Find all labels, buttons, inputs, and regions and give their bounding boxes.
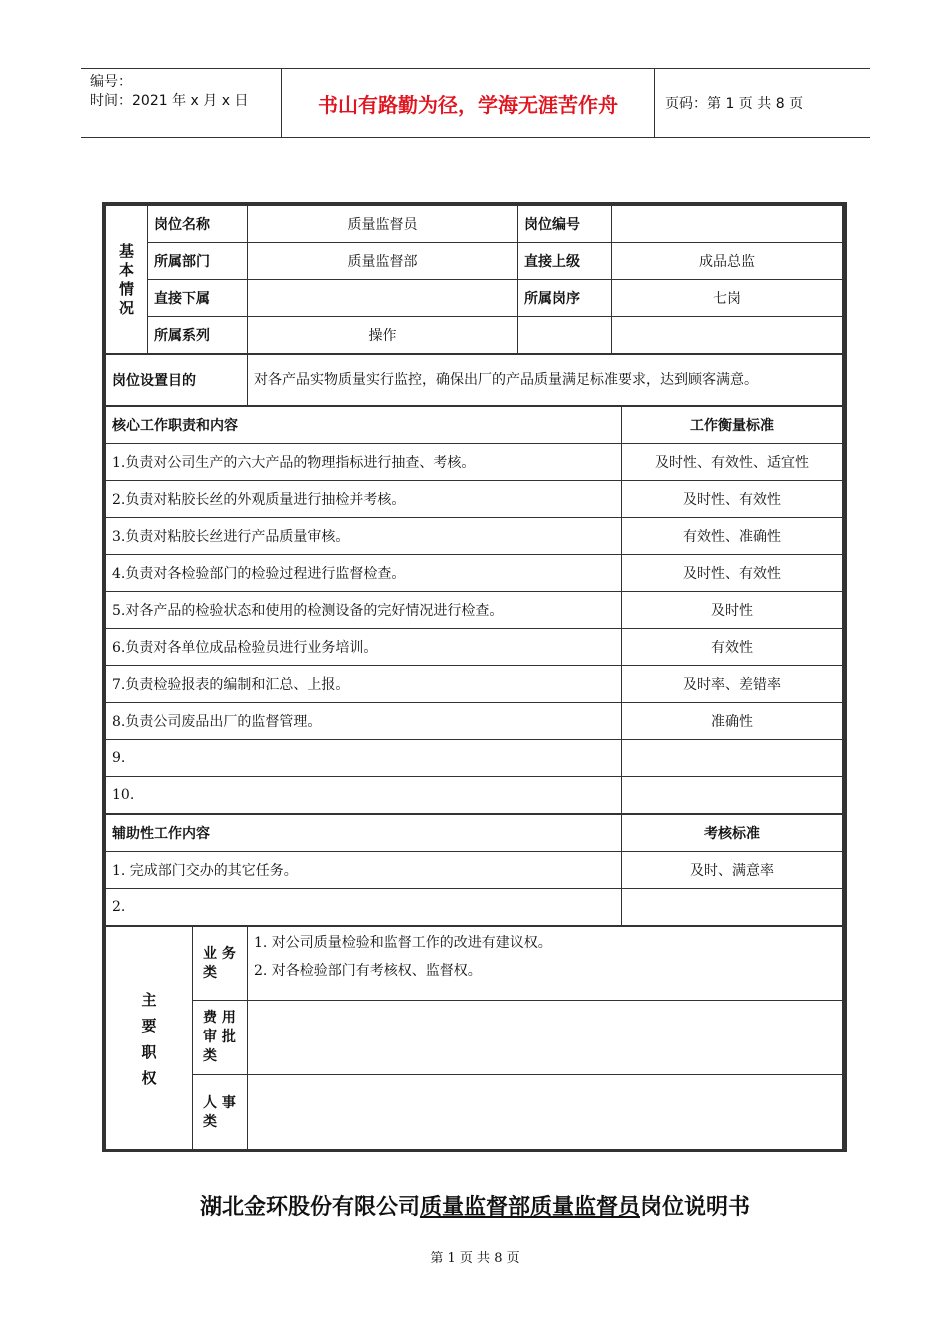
department-label: 所属部门 <box>148 243 248 280</box>
purpose-table <box>105 354 843 406</box>
core-duties-header: 核心工作职责和内容 <box>106 407 622 444</box>
superior-value: 成品总监 <box>612 243 843 280</box>
table-row: 5.对各产品的检验状态和使用的检测设备的完好情况进行检查。 及时性 <box>106 592 843 629</box>
page-footer: 第 1 页 共 8 页 <box>430 1251 520 1266</box>
table-row: 3.负责对粘胶长丝进行产品质量审核。 有效性、准确性 <box>106 518 843 555</box>
table-row: 8.负责公司废品出厂的监督管理。 准确性 <box>106 703 843 740</box>
core-standard-header: 工作衡量标准 <box>622 407 843 444</box>
table-row: 2. <box>106 889 843 926</box>
doc-code-label: 编号： <box>90 74 132 90</box>
authority-items <box>248 1001 843 1075</box>
post-order-value: 七岗 <box>612 280 843 317</box>
authority-side-label: 主 要 职 权 <box>106 927 193 1151</box>
subordinate-label: 直接下属 <box>148 280 248 317</box>
header-motto: 书山有路勤为径，学海无涯苦作舟 <box>282 69 655 137</box>
aux-standard-header: 考核标准 <box>622 815 843 852</box>
subordinate-value <box>248 280 518 317</box>
table-row: 1.负责对公司生产的六大产品的物理指标进行抽查、考核。 及时性、有效性、适宜性 <box>106 444 843 481</box>
header-page-info: 页码：第 1 页 共 8 页 <box>665 96 804 112</box>
table-row: 6.负责对各单位成品检验员进行业务培训。 有效性 <box>106 629 843 666</box>
purpose-label: 岗位设置目的 <box>106 355 248 406</box>
superior-label: 直接上级 <box>518 243 612 280</box>
page-header <box>81 68 870 138</box>
authority-items: 1. 对公司质量检验和监督工作的改进有建议权。 2. 对各检验部门有考核权、监督权。 <box>248 927 843 1001</box>
position-code-value <box>612 206 843 243</box>
post-order-label: 所属岗序 <box>518 280 612 317</box>
position-name-label: 岗位名称 <box>148 206 248 243</box>
table-row: 9. <box>106 740 843 777</box>
table-row: 1. 完成部门交办的其它任务。 及时、满意率 <box>106 852 843 889</box>
core-duties-table <box>105 406 843 814</box>
job-description-form <box>102 202 847 1152</box>
authority-category: 人 事 类 <box>193 1075 248 1151</box>
series-value: 操作 <box>248 317 518 354</box>
header-meta <box>81 69 282 137</box>
table-row: 7.负责检验报表的编制和汇总、上报。 及时率、差错率 <box>106 666 843 703</box>
table-row: 10. <box>106 777 843 814</box>
basic-info-table <box>105 205 843 354</box>
authority-table <box>105 926 843 1151</box>
empty-cell <box>612 317 843 354</box>
aux-duties-header: 辅助性工作内容 <box>106 815 622 852</box>
authority-category: 费 用 审 批 类 <box>193 1001 248 1075</box>
authority-category: 业 务 类 <box>193 927 248 1001</box>
empty-cell <box>518 317 612 354</box>
document-title: 湖北金环股份有限公司质量监督部质量监督员岗位说明书 <box>199 1195 751 1220</box>
position-code-label: 岗位编号 <box>518 206 612 243</box>
table-row: 2.负责对粘胶长丝的外观质量进行抽检并考核。 及时性、有效性 <box>106 481 843 518</box>
position-name-value: 质量监督员 <box>248 206 518 243</box>
department-value: 质量监督部 <box>248 243 518 280</box>
doc-time-label: 时间：2021 年 x 月 x 日 <box>90 93 249 109</box>
authority-items <box>248 1075 843 1151</box>
purpose-text: 对各产品实物质量实行监控，确保出厂的产品质量满足标准要求，达到顾客满意。 <box>248 355 843 406</box>
table-row: 4.负责对各检验部门的检验过程进行监督检查。 及时性、有效性 <box>106 555 843 592</box>
aux-duties-table <box>105 814 843 926</box>
series-label: 所属系列 <box>148 317 248 354</box>
basic-info-side-label: 基 本 情 况 <box>106 206 148 354</box>
